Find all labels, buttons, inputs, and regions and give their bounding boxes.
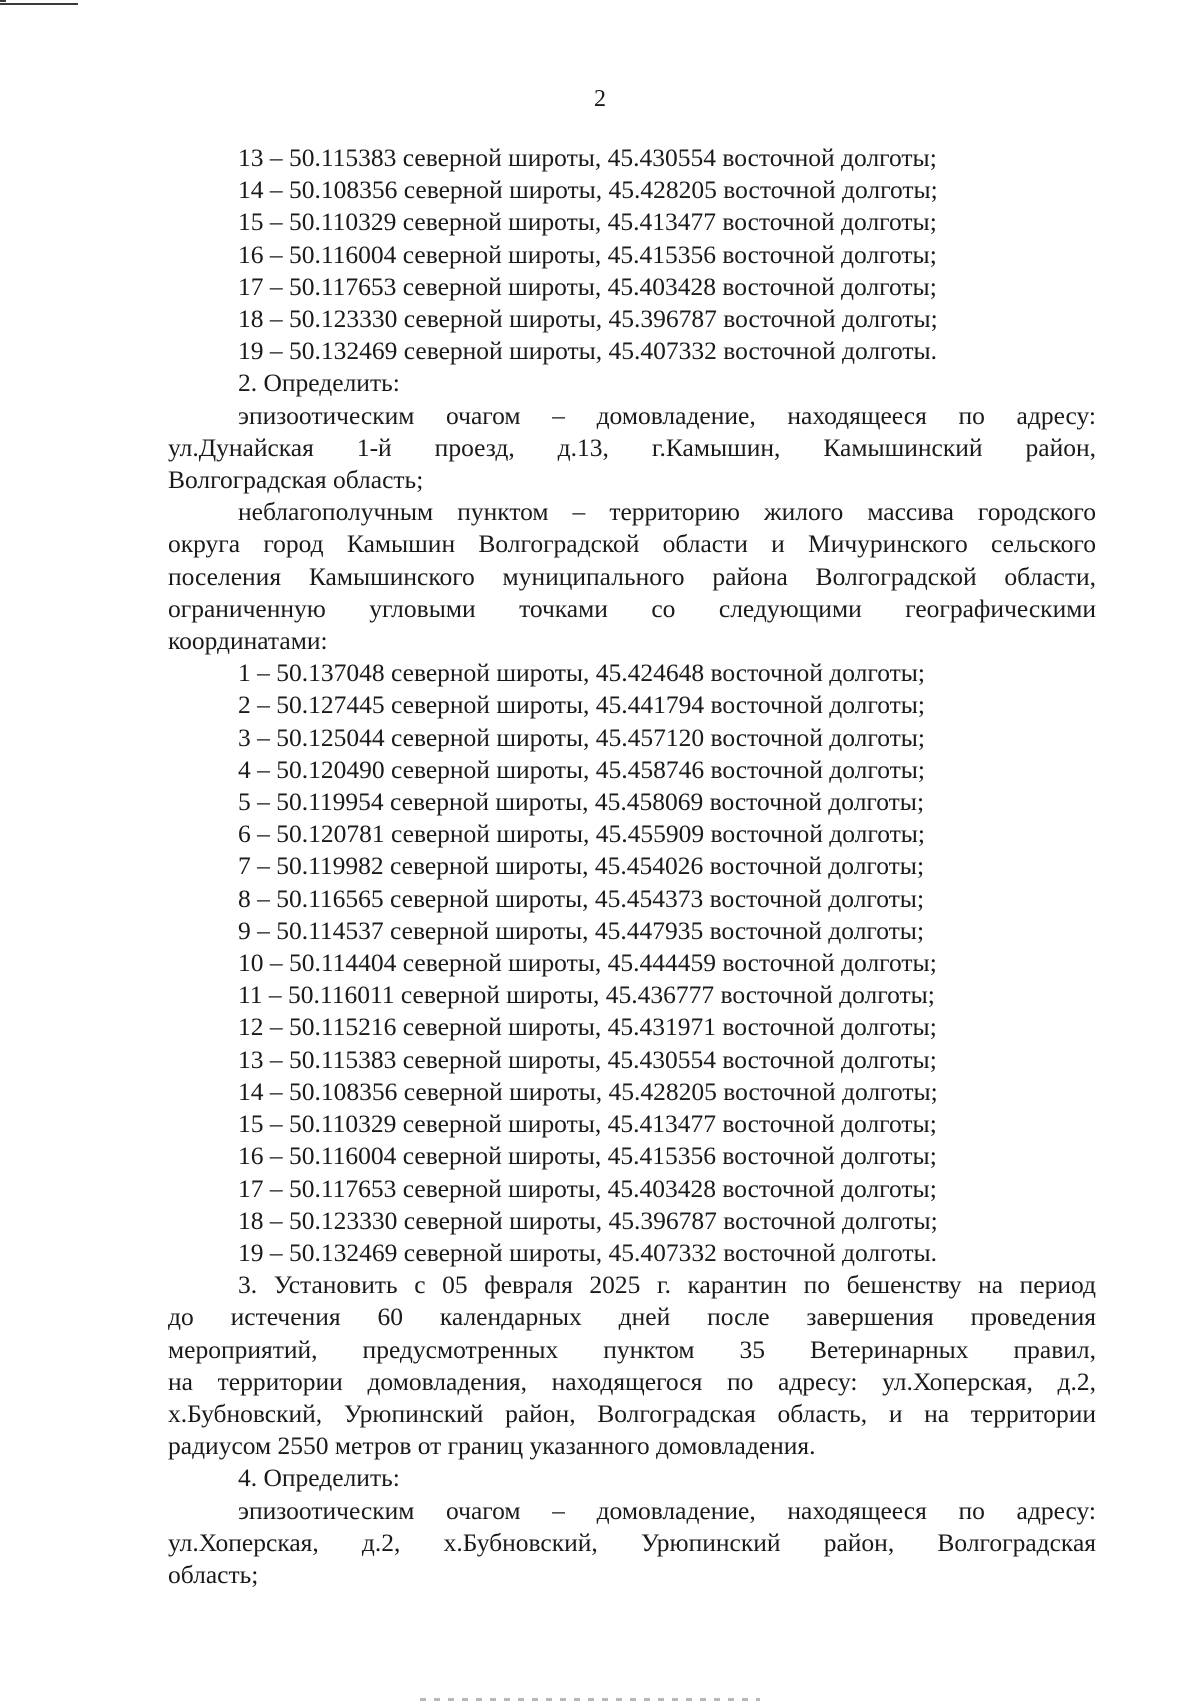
scan-edge-mark [0, 0, 6, 2]
scan-bottom-artifact [420, 1698, 760, 1701]
paragraph-line: округа город Камышин Волгоградской области и Мичуринского сельского [168, 529, 1096, 559]
coordinate-line: 17 – 50.117653 северной широты, 45.403428 восточной долготы; [238, 271, 937, 301]
paragraph-line: ул.Дунайская 1-й проезд, д.13, г.Камышин, Камышинский район, [168, 432, 1096, 462]
scan-edge-mark [0, 3, 78, 5]
coordinate-line: 17 – 50.117653 северной широты, 45.403428 восточной долготы; [238, 1173, 937, 1203]
item-heading: 2. Определить: [238, 368, 400, 398]
paragraph-line: на территории домовладения, находящегося по адресу: ул.Хоперская, д.2, [168, 1366, 1096, 1396]
paragraph-line: х.Бубновский, Урюпинский район, Волгоградская область, и на территории [168, 1398, 1096, 1428]
coordinate-line: 8 – 50.116565 северной широты, 45.454373 восточной долготы; [238, 883, 925, 913]
coordinate-line: 3 – 50.125044 северной широты, 45.457120 восточной долготы; [238, 722, 925, 752]
paragraph-line: радиусом 2550 метров от границ указанного домовладения. [168, 1431, 816, 1461]
item-heading: 4. Определить: [238, 1463, 400, 1493]
paragraph-line: неблагополучным пунктом – территорию жилого массива городского [238, 497, 1096, 527]
coordinate-line: 6 – 50.120781 северной широты, 45.455909 восточной долготы; [238, 819, 925, 849]
coordinate-line: 16 – 50.116004 северной широты, 45.415356 восточной долготы; [238, 239, 937, 269]
coordinate-line: 13 – 50.115383 северной широты, 45.430554 восточной долготы; [238, 143, 937, 172]
coordinate-line: 1 – 50.137048 северной широты, 45.424648 восточной долготы; [238, 658, 925, 688]
coordinate-line: 15 – 50.110329 северной широты, 45.413477 восточной долготы; [238, 1109, 937, 1139]
page-number: 2 [594, 86, 606, 112]
paragraph-line: поселения Камышинского муниципального района Волгоградской области, [168, 561, 1096, 591]
coordinate-line: 9 – 50.114537 северной широты, 45.447935 восточной долготы; [238, 915, 925, 945]
coordinate-line: 14 – 50.108356 северной широты, 45.428205 восточной долготы; [238, 175, 938, 205]
paragraph-line: область; [168, 1559, 259, 1589]
paragraph-line: ул.Хоперская, д.2, х.Бубновский, Урюпинский район, Волгоградская [168, 1527, 1096, 1557]
coordinate-line: 12 – 50.115216 северной широты, 45.431971 восточной долготы; [238, 1012, 937, 1042]
paragraph-line: эпизоотическим очагом – домовладение, находящееся по адресу: [238, 1495, 1096, 1525]
coordinate-line: 15 – 50.110329 северной широты, 45.413477 восточной долготы; [238, 207, 937, 237]
paragraph-line: до истечения 60 календарных дней после завершения проведения [168, 1302, 1096, 1332]
coordinate-line: 18 – 50.123330 северной широты, 45.396787 восточной долготы; [238, 304, 938, 334]
coordinate-line: 4 – 50.120490 северной широты, 45.458746 восточной долготы; [238, 754, 925, 784]
coordinate-line: 13 – 50.115383 северной широты, 45.430554 восточной долготы; [238, 1044, 937, 1074]
coordinate-line: 16 – 50.116004 северной широты, 45.415356 восточной долготы; [238, 1141, 937, 1171]
paragraph-line: 3. Установить с 05 февраля 2025 г. карантин по бешенству на период [238, 1270, 1096, 1300]
coordinate-line: 2 – 50.127445 северной широты, 45.441794 восточной долготы; [238, 690, 925, 720]
paragraph-line: координатами: [168, 626, 328, 656]
paragraph-line: ограниченную угловыми точками со следующими географическими [168, 593, 1096, 623]
coordinate-line: 18 – 50.123330 северной широты, 45.396787 восточной долготы; [238, 1205, 938, 1235]
coordinate-line: 11 – 50.116011 северной широты, 45.436777 восточной долготы; [238, 980, 935, 1010]
coordinate-line: 7 – 50.119982 северной широты, 45.454026 восточной долготы; [238, 851, 925, 881]
coordinate-line: 19 – 50.132469 северной широты, 45.407332 восточной долготы. [238, 336, 938, 366]
coordinate-line: 5 – 50.119954 северной широты, 45.458069 восточной долготы; [238, 787, 925, 817]
paragraph-line: мероприятий, предусмотренных пунктом 35 Ветеринарных правил, [168, 1334, 1096, 1364]
coordinate-line: 10 – 50.114404 северной широты, 45.444459 восточной долготы; [238, 948, 937, 978]
paragraph-line: эпизоотическим очагом – домовладение, находящееся по адресу: [238, 400, 1096, 430]
coordinate-line: 14 – 50.108356 северной широты, 45.428205 восточной долготы; [238, 1076, 938, 1106]
coordinate-line: 19 – 50.132469 северной широты, 45.407332 восточной долготы. [238, 1237, 938, 1267]
paragraph-line: Волгоградская область; [168, 465, 424, 495]
document-body [168, 142, 1096, 1591]
